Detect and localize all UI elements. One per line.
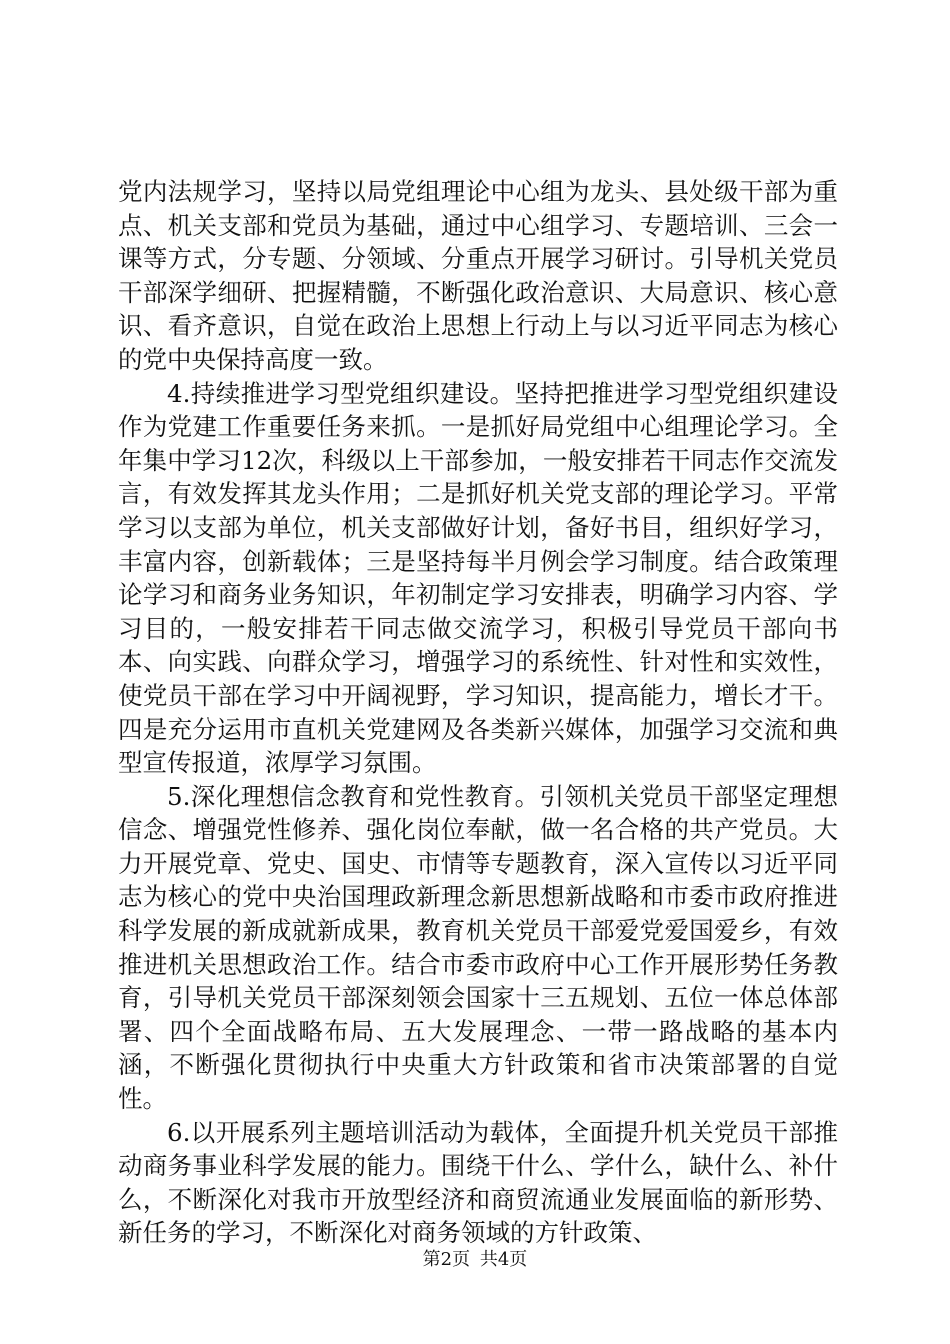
paragraph-item-6: 6.以开展系列主题培训活动为载体，全面提升机关党员干部推动商务事业科学发展的能力。围绕干什么、学什么，缺什么、补什么，不断深化对我市开放型经济和商贸流通业发展面临的新形势、新任务的学习，不断深化对商务领域的方针政策、 — [118, 1117, 838, 1248]
paragraph-item-4: 4.持续推进学习型党组织建设。坚持把推进学习型党组织建设作为党建工作重要任务来抓。一是抓好局党组中心组理论学习。全年集中学习12次，科级以上干部参加，一般安排若干同志作交流发言，有效发挥其龙头作用；二是抓好机关党支部的理论学习。平常学习以支部为单位，机关支部做好计划，备好书目，组织好学习，丰富内容，创新载体；三是坚持每半月例会学习制度。结合政策理论学习和商务业务知识，年初制定学习安排表，明确学习内容、学习目的，一般安排若干同志做交流学习，积极引导党员干部向书本、向实践、向群众学习，增强学习的系统性、针对性和实效性，使党员干部在学习中开阔视野，学习知识，提高能力，增长才干。四是充分运用市直机关党建网及各类新兴媒体，加强学习交流和典型宣传报道，浓厚学习氛围。 — [118, 378, 838, 778]
page-number-footer: 第2页 共4页 — [422, 1249, 528, 1270]
paragraph-item-5: 5.深化理想信念教育和党性教育。引领机关党员干部坚定理想信念、增强党性修养、强化岗位奉献，做一名合格的共产党员。大力开展党章、党史、国史、市情等专题教育，深入宣传以习近平同志为核心的党中央治国理政新理念新思想新战略和市委市政府推进科学发展的新成就新成果，教育机关党员干部爱党爱国爱乡，有效推进机关思想政治工作。结合市委市政府中心工作开展形势任务教育，引导机关党员干部深刻领会国家十三五规划、五位一体总体部署、四个全面战略布局、五大发展理念、一带一路战略的基本内涵，不断强化贯彻执行中央重大方针政策和省市决策部署的自觉性。 — [118, 781, 838, 1114]
document-body — [118, 175, 838, 1250]
paragraph-continuation: 党内法规学习，坚持以局党组理论中心组为龙头、县处级干部为重点、机关支部和党员为基础，通过中心组学习、专题培训、三会一课等方式，分专题、分领域、分重点开展学习研讨。引导机关党员干部深学细研、把握精髓，不断强化政治意识、大局意识、核心意识、看齐意识，自觉在政治上思想上行动上与以习近平同志为核心的党中央保持高度一致。 — [118, 177, 838, 374]
